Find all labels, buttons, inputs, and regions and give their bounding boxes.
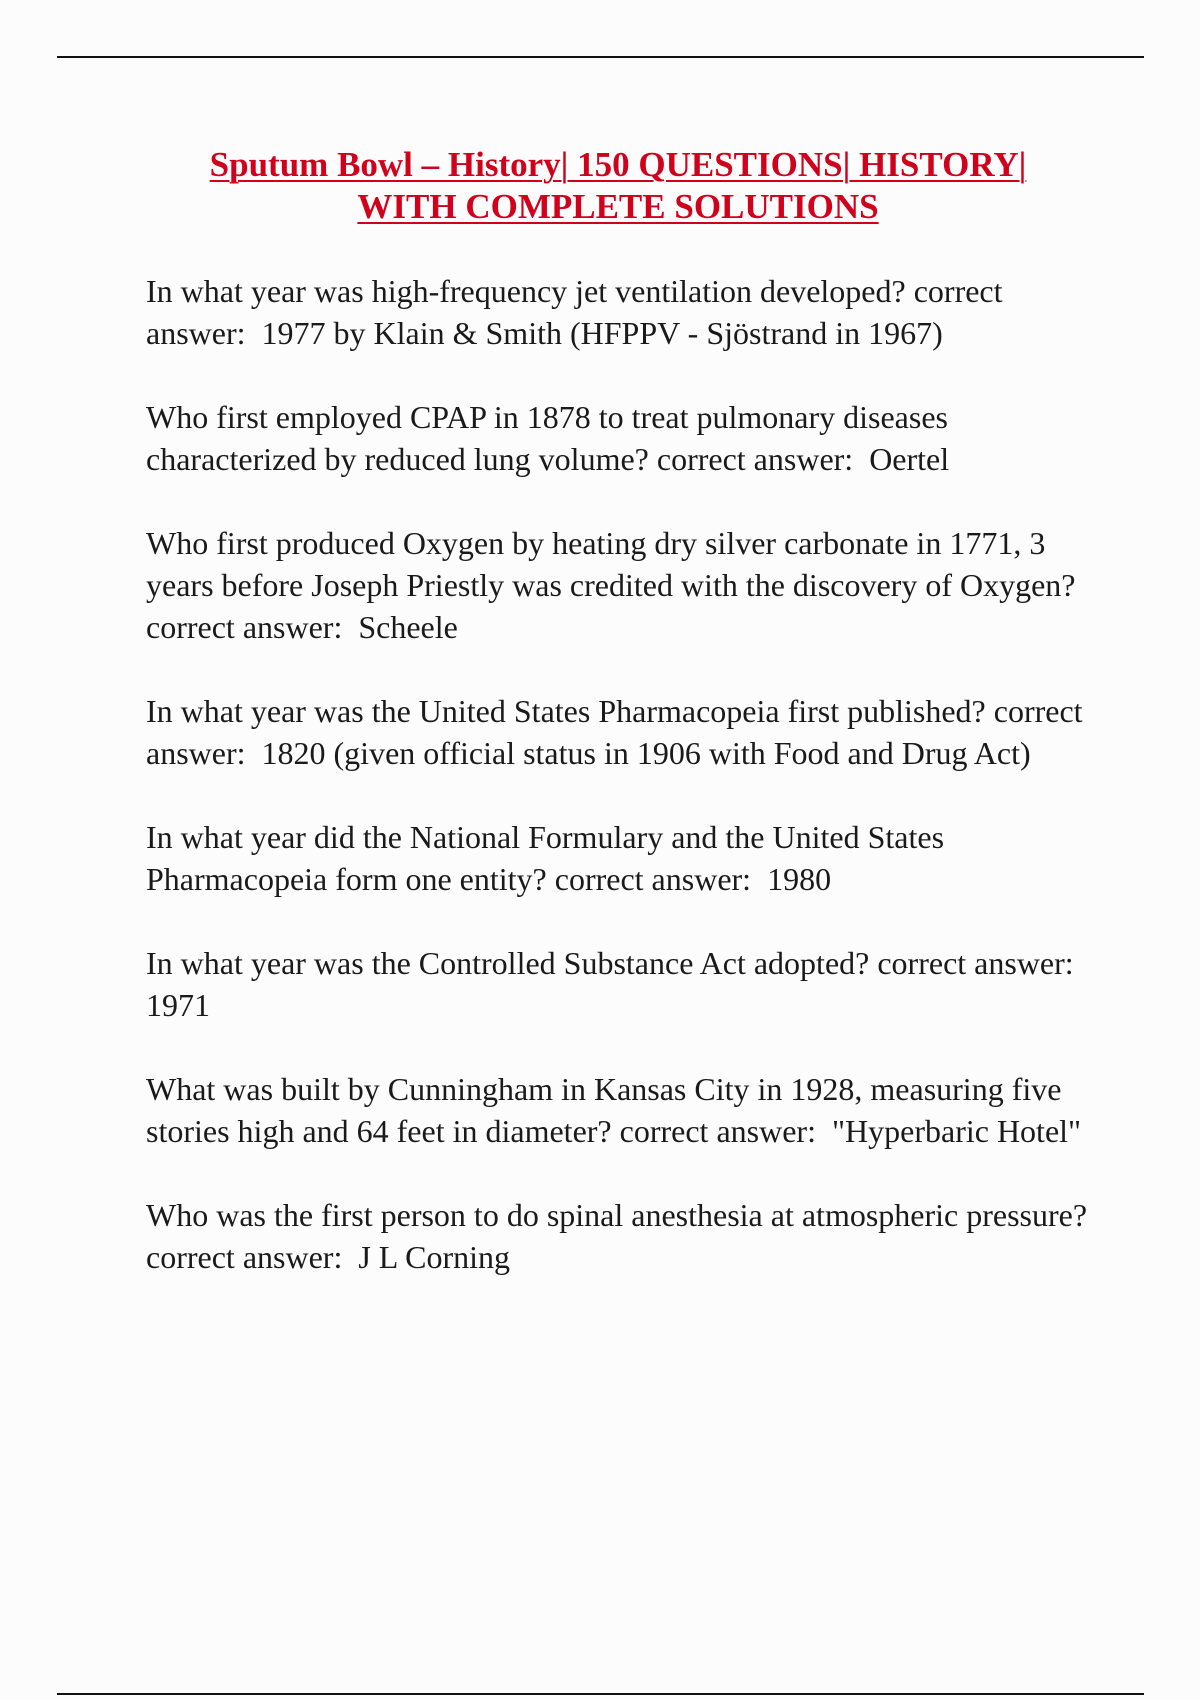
qa-item [146,690,1096,774]
question-text: Who first employed CPAP in 1878 to treat pulmonary diseases characterized by reduced lung volume? [146,399,948,477]
question-text: In what year was high-frequency jet ventilation developed? [146,273,906,309]
answer-label: correct answer: [619,1113,816,1149]
answer-text: Scheele [358,609,458,645]
question-text: Who was the first person to do spinal anesthesia at atmospheric pressure? [146,1197,1088,1233]
document-title [100,144,1136,228]
question-text: In what year was the Controlled Substance Act adopted? [146,945,870,981]
answer-label: correct answer: [146,693,1083,771]
footer-rule [57,1693,1144,1695]
answer-text: 1971 [146,987,210,1023]
answer-label: correct answer: [146,609,343,645]
qa-item [146,522,1096,648]
answer-text: "Hyperbaric Hotel" [831,1113,1082,1149]
question-text: Who first produced Oxygen by heating dry silver carbonate in 1771, 3 years before Joseph Priestly was credited with the discovery of Oxygen? [146,525,1076,603]
answer-text: 1980 [767,861,832,897]
qa-list [146,270,1096,1320]
answer-label: correct answer: [146,273,1003,351]
qa-item [146,1194,1096,1278]
answer-text: Oertel [869,441,950,477]
title-line-2: WITH COMPLETE SOLUTIONS [357,187,879,226]
qa-item [146,942,1096,1026]
answer-label: correct answer: [877,945,1074,981]
answer-text: 1977 by Klain & Smith (HFPPV - Sjöstrand in 1967) [261,315,943,351]
answer-label: correct answer: [656,441,854,477]
qa-item [146,396,1096,480]
question-text: In what year did the National Formulary and the United States Pharmacopeia form one entity? [146,819,945,897]
answer-text: 1820 (given official status in 1906 with Food and Drug Act) [261,735,1031,771]
question-text: What was built by Cunningham in Kansas City in 1928, measuring five stories high and 64 feet in diameter? [146,1071,1062,1149]
answer-label: correct answer: [554,861,752,897]
answer-label: correct answer: [146,1239,343,1275]
qa-item [146,270,1096,354]
title-line-1: Sputum Bowl – History| 150 QUESTIONS| HISTORY| [209,145,1027,184]
answer-text: J L Corning [358,1239,511,1275]
qa-item [146,816,1096,900]
header-rule [57,56,1144,58]
question-text: In what year was the United States Pharmacopeia first published? [146,693,986,729]
qa-item [146,1068,1096,1152]
